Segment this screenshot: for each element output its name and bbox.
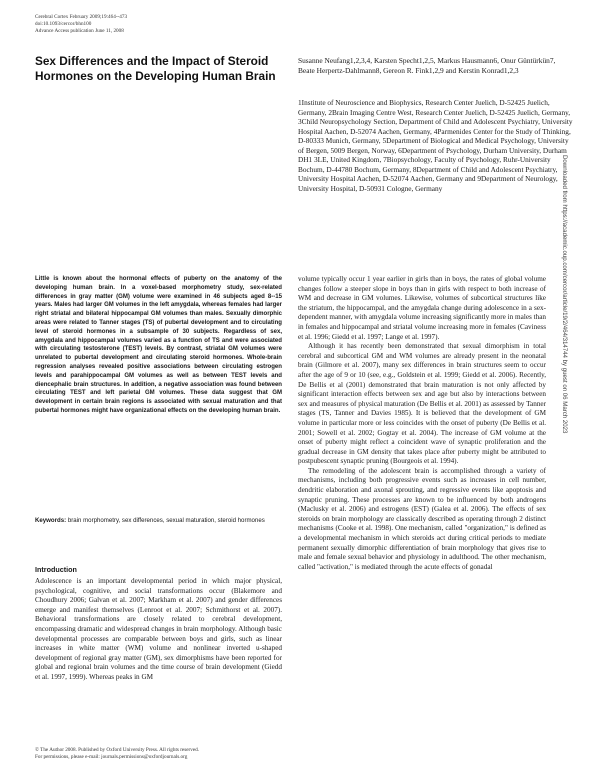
journal-header <box>35 14 127 35</box>
permissions-line: For permissions, please e-mail: journals.permissions@oxfordjournals.org <box>35 754 188 760</box>
affiliations: 1Institute of Neuroscience and Biophysics, Research Center Juelich, D-52425 Juelich, Germany, 2Brain Imaging Centre West, Research Center Juelich, D-52425 Juelich, Germany, 3Child Neuropsychology Section, Department of Child and Adolescent Psychiatry, University Hospital Aachen, D-52074 Aachen, Germany, 4Parmenides Center for the Study of Thinking, D-80333 Munich, Germany, 5Department of Biological and Medical Psychology, University of Bergen, 5009 Bergen, Norway, 6Department of Psychology, Durham University, Durham DH1 3LE, United Kingdom, 7Biopsychology, Faculty of Psychology, Ruhr-University Bochum, D-44780 Bochum, Germany, 8Department of Child and Adolescent Psychiatry, University Hospital Aachen, D-52074 Aachen, Germany and 9Department of Neurology, University Hospital, D-50931 Cologne, Germany <box>298 98 573 193</box>
copyright-line: © The Author 2008. Published by Oxford University Press. All rights reserved. <box>35 747 200 753</box>
right-column-body <box>298 275 546 572</box>
copyright-footer <box>35 747 199 761</box>
introduction-text: Adolescence is an important developmental period in which major physical, psychological, cognitive, and social transformations occur (Blakemore and Choudhury 2006; Galvan et al. 2007; Markham et al. 2007) and gender differences emerge and manifest themselves (Lenroot et al. 2007; Schmithorst et al. 2007). Behavioral transformations are closely related to cerebral development, encompassing dramatic and widespread changes in brain morphology. Although basic developmental processes are comparable between boys and girls, such as linear increases in white matter (WM) volume and nonlinear inverted u-shaped development of regional gray matter (GM), sex dimorphisms have been reported for global and regional brain volumes and the time course of brain development (Giedd et al. 1997, 1999). Whereas peaks in GM <box>35 577 282 681</box>
author-list: Susanne Neufang1,2,3,4, Karsten Specht1,2,5, Markus Hausmann6, Onur Güntürkün7, Beate Herpertz-Dahlmann8, Gereon R. Fink1,2,9 and Kerstin Konrad1,2,3 <box>298 56 556 75</box>
publication-date: Advance Access publication June 11, 2008 <box>35 28 124 34</box>
journal-citation: Cerebral Cortex February 2009;19:464--473 <box>35 14 128 20</box>
keywords-label: Keywords: <box>35 517 67 524</box>
article-title: Sex Differences and the Impact of Steroid Hormones on the Developing Human Brain <box>35 54 276 83</box>
download-watermark: Downloaded from https://academic.oup.com/cercor/article/19/2/464/314744 by guest on 06 March 2023 <box>561 155 568 434</box>
body-paragraph: volume typically occur 1 year earlier in girls than in boys, the rates of global volume changes follow a steeper slope in boys than in girls with respect to both increase of WM and decrease in GM volumes. Likewise, volumes of subcortical structures like the striatum, the hippocampal, and the amygdala change during adolescence in a sex-dependent manner, with amygdala volume increasing significantly more in males than in females and hippocampal and striatal volume increasing more in females (Caviness et al. 1996; Giedd et al. 1997; Lange et al. 1997). <box>298 275 546 341</box>
doi: doi:10.1093/cercor/bhn100 <box>35 21 92 27</box>
body-paragraph: The remodeling of the adolescent brain is accomplished through a variety of mechanisms, including both progressive events such as increases in cell number, dendritic elaboration and axonal sprouting, and regressive events like apoptosis and synaptic pruning. These processes are known to be influenced by both androgens (Maclusky et al. 2006) and estrogens (EST) (Galea et al. 2006). The effects of sex steroids on brain morphology are classically described as operating through 2 distinct mechanisms (Cooke et al. 1998). One mechanism, called "organization," is defined as a developmental mechanism in which steroids act during critical periods to mediate permanent sexually dimorphic differentiation of brain morphology that gives rise to male and female sexual behavior and physiology in adulthood. The other mechanism, called "activation," is mediated through the acute effects of gonadal <box>298 466 546 571</box>
section-heading-introduction: Introduction <box>35 565 77 574</box>
body-paragraph: Although it has recently been demonstrated that sexual dimorphism in total cerebral and subcortical GM and WM volumes are already present in the neonatal brain (Gilmore et al. 2007), many sex differences in brain structures seem to occur after the age of 9 or 10 (see, e.g., Goldstein et al. 1999; Giedd et al. 2006). Recently, De Bellis et al (2001) demonstrated that brain maturation is not only affected by significant interaction effects between sex and age but also by interactions between sex and measures of physical maturation (De Bellis et al. 2001) as assessed by Tanner stages (TS, Tanner and Davies 1985). It is believed that the development of GM volume in particular more or less coincides with the onset of puberty (De Bellis et al. 2001; Sowell et al. 2002; Gogtay et al. 2004). The increase of GM volume at the onset of puberty might reflect a coincident wave of synaptic proliferation and the gradual decrease in GM density that takes place after puberty might be attributed to postpubescent synaptic pruning (Bourgeois et al. 1994). <box>298 342 546 466</box>
abstract: Little is known about the hormonal effects of puberty on the anatomy of the developing human brain. In a voxel-based morphometry study, sex-related differences in gray matter (GM) volume were examined in 46 subjects aged 8--15 years. Males had larger GM volumes in the left amygdala, whereas females had larger right striatal and bilateral hippocampal GM volumes than males. Sexually dimorphic areas were related to Tanner stages (TS) of pubertal development and to circulating level of steroid hormones in a subsample of 30 subjects. Regardless of sex, amygdala and hippocampal volumes varied as a function of TS and were associated with circulating testosterone (TEST) levels. By contrast, striatal GM volumes were unrelated to pubertal development and circulating steroid hormones. Whole-brain regression analyses revealed positive associations between circulating estrogen levels and parahippocampal GM volumes as well as between TEST levels and diencephalic brain structures. In addition, a negative association was found between circulating TEST and left parietal GM volumes. These data suggest that GM development in certain brain regions is associated with sexual maturation and that pubertal hormones might have organizational effects on the developing human brain. <box>35 276 282 414</box>
keywords-text: brain morphometry, sex differences, sexual maturation, steroid hormones <box>67 517 265 524</box>
keywords <box>35 517 282 526</box>
